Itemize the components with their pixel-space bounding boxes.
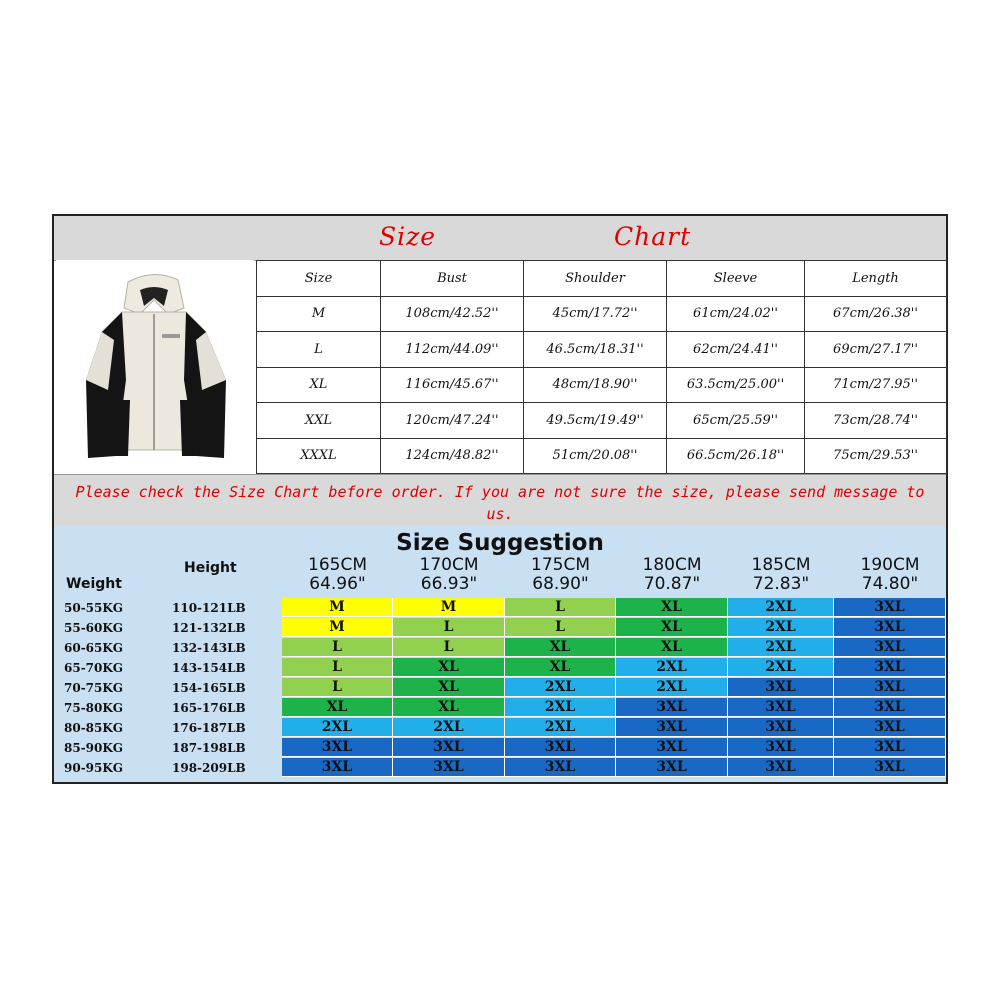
jacket-image [56, 260, 254, 474]
size-suggestion-cell: L [393, 618, 505, 637]
shoulder-cell: 45cm/17.72'' [524, 296, 667, 332]
size-row [257, 296, 947, 332]
size-suggestion-cell: 3XL [728, 698, 834, 717]
weight-lb: 121-132LB [172, 621, 246, 635]
height-inches: 68.90" [532, 574, 589, 594]
sleeve-cell: 61cm/24.02'' [667, 296, 805, 332]
bust-cell: 112cm/44.09'' [381, 332, 524, 368]
size-suggestion-cell: 3XL [282, 738, 393, 757]
weight-lb: 143-154LB [172, 661, 246, 675]
sleeve-cell: 65cm/25.59'' [667, 403, 805, 439]
weight-row [54, 598, 946, 618]
length-cell: 67cm/26.38'' [805, 296, 947, 332]
size-cell: XXL [257, 403, 381, 439]
size-suggestion-cell: 3XL [834, 698, 946, 717]
weight-row [54, 758, 946, 778]
size-row [257, 403, 947, 439]
size-suggestion-cell: 2XL [505, 678, 616, 697]
height-cm: 180CM [642, 555, 702, 575]
title-size: Size [379, 222, 437, 251]
size-suggestion-cell: 3XL [505, 758, 616, 777]
size-suggestion-cell: 3XL [728, 758, 834, 777]
length-cell: 75cm/29.53'' [805, 438, 947, 474]
size-suggestion-cell: 3XL [616, 718, 728, 737]
size-suggestion-cell: L [282, 678, 393, 697]
header-shoulder: Shoulder [524, 261, 667, 297]
shoulder-cell: 51cm/20.08'' [524, 438, 667, 474]
weight-lb: 187-198LB [172, 741, 246, 755]
size-suggestion-cell: 2XL [505, 718, 616, 737]
length-cell: 69cm/27.17'' [805, 332, 947, 368]
size-suggestion-cell: 2XL [728, 618, 834, 637]
size-cell: M [257, 296, 381, 332]
size-table [256, 260, 947, 474]
size-suggestion-cell: M [282, 618, 393, 637]
bust-cell: 108cm/42.52'' [381, 296, 524, 332]
weight-row [54, 678, 946, 698]
weight-kg: 55-60KG [64, 621, 124, 635]
sleeve-cell: 63.5cm/25.00'' [667, 367, 805, 403]
size-suggestion-cell: 3XL [616, 738, 728, 757]
height-inches: 66.93" [420, 574, 478, 594]
size-suggestion-cell: 3XL [393, 738, 505, 757]
header-size: Size [257, 261, 381, 297]
size-suggestion-cell: L [505, 618, 616, 637]
weight-kg: 75-80KG [64, 701, 124, 715]
weight-row [54, 638, 946, 658]
height-label: Height [184, 560, 237, 576]
size-suggestion-cell: 2XL [282, 718, 393, 737]
size-cell: XXXL [257, 438, 381, 474]
size-suggestion-cell: XL [616, 598, 728, 617]
size-suggestion-cell: 3XL [616, 698, 728, 717]
size-suggestion-cell: M [393, 598, 505, 617]
size-suggestion-cell: 3XL [616, 758, 728, 777]
weight-kg: 60-65KG [64, 641, 124, 655]
height-column-header [728, 556, 834, 594]
weight-kg: 65-70KG [64, 661, 124, 675]
size-suggestion-cell: 2XL [616, 658, 728, 677]
sleeve-cell: 66.5cm/26.18'' [667, 438, 805, 474]
size-suggestion-cell: 3XL [282, 758, 393, 777]
weight-row [54, 698, 946, 718]
size-suggestion-cell: 3XL [834, 658, 946, 677]
height-cm: 190CM [860, 555, 920, 575]
height-column-header [393, 556, 505, 594]
height-column-header [834, 556, 946, 594]
size-suggestion-cell: 2XL [393, 718, 505, 737]
bust-cell: 124cm/48.82'' [381, 438, 524, 474]
shoulder-cell: 46.5cm/18.31'' [524, 332, 667, 368]
size-suggestion-cell: 3XL [393, 758, 505, 777]
size-suggestion-cell: 2XL [728, 638, 834, 657]
size-suggestion-cell: L [282, 638, 393, 657]
size-suggestion-cell: XL [393, 678, 505, 697]
bust-cell: 116cm/45.67'' [381, 367, 524, 403]
size-suggestion-cell: 3XL [834, 638, 946, 657]
weight-kg: 90-95KG [64, 761, 124, 775]
height-inches: 72.83" [752, 574, 810, 594]
height-cm: 170CM [419, 555, 479, 575]
size-suggestion-cell: 3XL [834, 718, 946, 737]
header-length: Length [805, 261, 947, 297]
weight-row [54, 658, 946, 678]
product-photo [56, 260, 254, 474]
height-cm: 175CM [531, 555, 590, 575]
weight-row [54, 618, 946, 638]
bust-cell: 120cm/47.24'' [381, 403, 524, 439]
size-suggestion-cell: 3XL [834, 598, 946, 617]
size-suggestion-cell: 3XL [728, 678, 834, 697]
length-cell: 71cm/27.95'' [805, 367, 947, 403]
size-suggestion-cell: 3XL [834, 738, 946, 757]
size-chart [52, 214, 948, 784]
size-row [257, 438, 947, 474]
size-suggestion-cell: 2XL [728, 658, 834, 677]
height-column-header [616, 556, 728, 594]
size-table-header [257, 261, 947, 297]
weight-lb: 165-176LB [172, 701, 246, 715]
size-suggestion-cell: L [505, 598, 616, 617]
suggestion-title: Size Suggestion [396, 530, 604, 556]
size-suggestion [54, 526, 946, 782]
size-suggestion-cell: XL [393, 658, 505, 677]
size-suggestion-cell: XL [282, 698, 393, 717]
size-suggestion-cell: 3XL [834, 758, 946, 777]
weight-row [54, 718, 946, 738]
size-suggestion-cell: XL [616, 618, 728, 637]
size-suggestion-cell: XL [505, 658, 616, 677]
height-inches: 64.96" [309, 574, 366, 594]
title-band [54, 216, 946, 261]
length-cell: 73cm/28.74'' [805, 403, 947, 439]
title-chart: Chart [614, 222, 692, 251]
size-suggestion-cell: 2XL [616, 678, 728, 697]
size-suggestion-cell: L [282, 658, 393, 677]
size-suggestion-cell: 3XL [505, 738, 616, 757]
height-cm: 185CM [751, 555, 811, 575]
size-suggestion-cell: XL [616, 638, 728, 657]
weight-lb: 132-143LB [172, 641, 246, 655]
weight-lb: 176-187LB [172, 721, 246, 735]
size-suggestion-cell: L [393, 638, 505, 657]
weight-label: Weight [66, 576, 122, 592]
size-suggestion-cell: 3XL [834, 678, 946, 697]
size-suggestion-cell: 2XL [728, 598, 834, 617]
size-cell: XL [257, 367, 381, 403]
size-row [257, 367, 947, 403]
height-inches: 70.87" [643, 574, 701, 594]
height-column-header [505, 556, 616, 594]
order-note: Please check the Size Chart before order. If you are not sure the size, please send message to us. [75, 483, 925, 523]
size-suggestion-cell: 2XL [505, 698, 616, 717]
header-bust: Bust [381, 261, 524, 297]
weight-kg: 70-75KG [64, 681, 124, 695]
weight-kg: 85-90KG [64, 741, 124, 755]
header-sleeve: Sleeve [667, 261, 805, 297]
size-cell: L [257, 332, 381, 368]
size-suggestion-cell: XL [393, 698, 505, 717]
shoulder-cell: 49.5cm/19.49'' [524, 403, 667, 439]
weight-lb: 110-121LB [172, 601, 246, 615]
size-suggestion-cell: 3XL [728, 718, 834, 737]
note-band [54, 474, 946, 527]
weight-row [54, 738, 946, 758]
height-cm: 165CM [308, 555, 367, 575]
size-row [257, 332, 947, 368]
height-column-header [282, 556, 393, 594]
weight-kg: 80-85KG [64, 721, 124, 735]
size-suggestion-cell: XL [505, 638, 616, 657]
weight-lb: 154-165LB [172, 681, 246, 695]
shoulder-cell: 48cm/18.90'' [524, 367, 667, 403]
height-inches: 74.80" [861, 574, 919, 594]
weight-lb: 198-209LB [172, 761, 246, 775]
size-suggestion-cell: M [282, 598, 393, 617]
size-suggestion-cell: 3XL [728, 738, 834, 757]
sleeve-cell: 62cm/24.41'' [667, 332, 805, 368]
size-suggestion-cell: 3XL [834, 618, 946, 637]
weight-kg: 50-55KG [64, 601, 124, 615]
